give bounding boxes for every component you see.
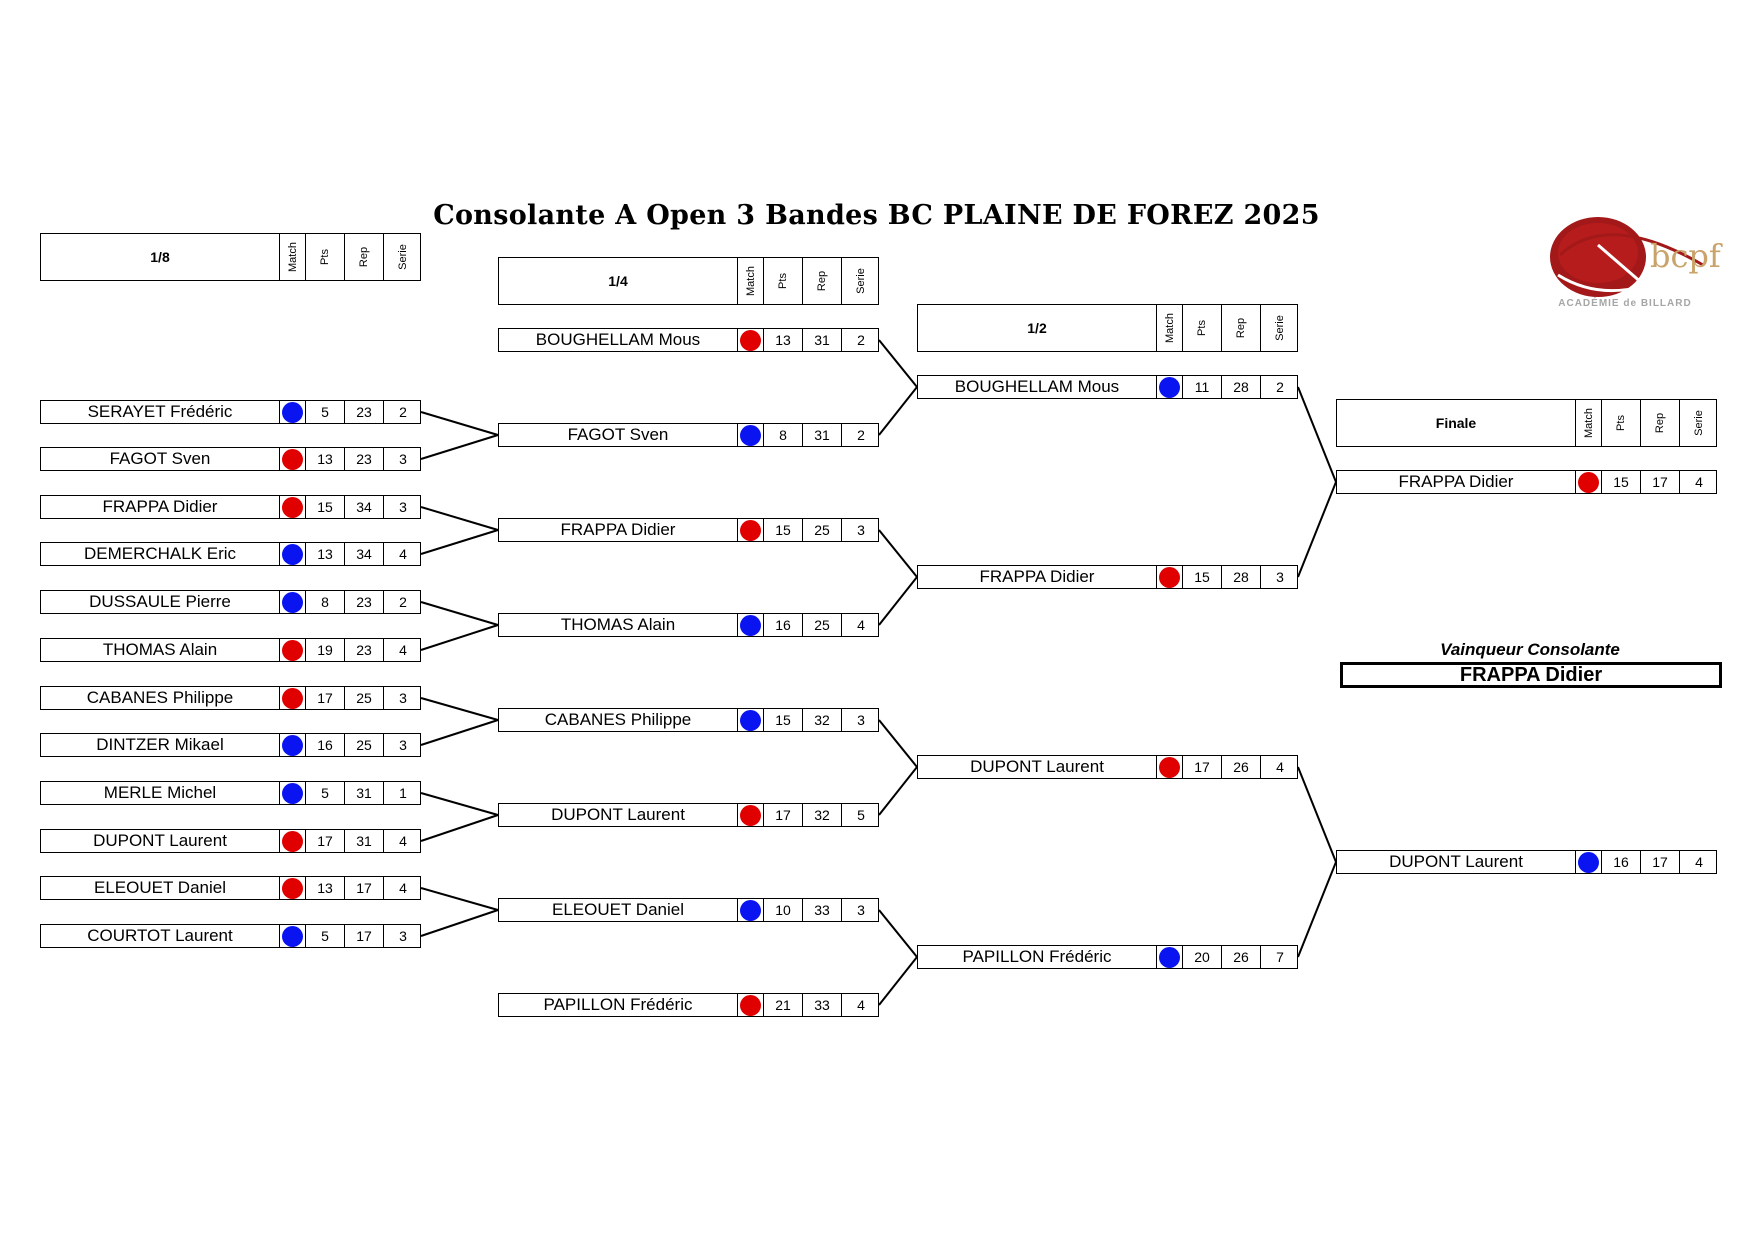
column-header-match: Match — [1575, 400, 1601, 446]
points-value: 16 — [763, 614, 802, 636]
connector-line — [1298, 387, 1336, 482]
blue-ball-icon — [740, 425, 761, 446]
player-name: THOMAS Alain — [102, 640, 218, 659]
match-ball — [1575, 471, 1601, 493]
points-value: 15 — [1182, 566, 1221, 588]
blue-ball-icon — [282, 402, 303, 423]
player-slot — [40, 400, 421, 424]
column-header-rep: Rep — [1221, 305, 1260, 351]
player-slot — [498, 613, 879, 637]
player-slot — [917, 945, 1298, 969]
serie-value: 3 — [1260, 566, 1299, 588]
connector-line — [879, 340, 917, 387]
connector-line — [421, 698, 498, 720]
match-ball — [737, 804, 763, 826]
serie-value: 4 — [383, 639, 422, 661]
connector-line — [421, 602, 498, 625]
connector-line — [1298, 482, 1336, 577]
serie-value: 4 — [383, 877, 422, 899]
serie-value: 4 — [1679, 471, 1718, 493]
player-name: SERAYET Frédéric — [87, 402, 233, 421]
connector-line — [879, 910, 917, 957]
red-ball-icon — [282, 497, 303, 518]
match-ball — [279, 687, 305, 709]
column-header-serie: Serie — [383, 234, 422, 280]
round-header-1-4 — [498, 257, 879, 305]
connector-line — [421, 507, 498, 530]
player-name: FRAPPA Didier — [560, 520, 676, 539]
points-value: 15 — [305, 496, 344, 518]
reprises-value: 32 — [802, 709, 841, 731]
reprises-value: 25 — [802, 614, 841, 636]
points-value: 13 — [305, 877, 344, 899]
serie-value: 4 — [383, 543, 422, 565]
round-label: 1/8 — [150, 249, 170, 265]
blue-ball-icon — [282, 783, 303, 804]
column-header-match: Match — [279, 234, 305, 280]
reprises-value: 28 — [1221, 376, 1260, 398]
player-slot — [917, 375, 1298, 399]
connector-line — [421, 720, 498, 745]
points-value: 5 — [305, 401, 344, 423]
player-slot — [498, 423, 879, 447]
match-ball — [279, 543, 305, 565]
points-value: 15 — [1601, 471, 1640, 493]
reprises-value: 32 — [802, 804, 841, 826]
blue-ball-icon — [282, 735, 303, 756]
points-value: 13 — [763, 329, 802, 351]
player-name: BOUGHELLAM Mous — [535, 330, 701, 349]
match-ball — [737, 709, 763, 731]
player-slot — [40, 638, 421, 662]
player-slot — [917, 565, 1298, 589]
player-slot — [498, 803, 879, 827]
player-slot — [498, 708, 879, 732]
reprises-value: 33 — [802, 899, 841, 921]
serie-value: 3 — [383, 734, 422, 756]
player-slot — [40, 495, 421, 519]
reprises-value: 34 — [344, 496, 383, 518]
player-name: FRAPPA Didier — [1398, 472, 1514, 491]
column-header-rep: Rep — [344, 234, 383, 280]
serie-value: 4 — [1260, 756, 1299, 778]
red-ball-icon — [282, 640, 303, 661]
player-name: THOMAS Alain — [560, 615, 676, 634]
connector-line — [879, 530, 917, 577]
round-header-finale — [1336, 399, 1717, 447]
red-ball-icon — [282, 878, 303, 899]
reprises-value: 17 — [344, 925, 383, 947]
player-name: DINTZER Mikael — [96, 735, 224, 754]
column-header-pts: Pts — [1601, 400, 1640, 446]
player-name: FRAPPA Didier — [979, 567, 1095, 586]
blue-ball-icon — [282, 592, 303, 613]
round-header-1-8 — [40, 233, 421, 281]
column-header-pts: Pts — [1182, 305, 1221, 351]
match-ball — [1156, 376, 1182, 398]
player-name: FRAPPA Didier — [102, 497, 218, 516]
logo-caption: ACADÉMIE de BILLARD — [1558, 298, 1692, 309]
match-ball — [737, 614, 763, 636]
points-value: 19 — [305, 639, 344, 661]
reprises-value: 33 — [802, 994, 841, 1016]
points-value: 21 — [763, 994, 802, 1016]
match-ball — [279, 639, 305, 661]
points-value: 15 — [763, 709, 802, 731]
connector-line — [1298, 862, 1336, 957]
points-value: 16 — [305, 734, 344, 756]
match-ball — [279, 448, 305, 470]
player-slot — [40, 829, 421, 853]
player-slot — [498, 328, 879, 352]
serie-value: 3 — [383, 925, 422, 947]
player-name: DUSSAULE Pierre — [89, 592, 231, 611]
player-slot — [1336, 470, 1717, 494]
reprises-value: 17 — [1640, 851, 1679, 873]
reprises-value: 31 — [802, 424, 841, 446]
reprises-value: 23 — [344, 639, 383, 661]
serie-value: 3 — [841, 709, 880, 731]
reprises-value: 23 — [344, 401, 383, 423]
blue-ball-icon — [282, 544, 303, 565]
reprises-value: 31 — [344, 830, 383, 852]
connector-line — [879, 577, 917, 625]
match-ball — [737, 519, 763, 541]
connector-line — [421, 815, 498, 841]
connector-line — [879, 957, 917, 1005]
match-ball — [279, 591, 305, 613]
connector-line — [421, 888, 498, 910]
serie-value: 3 — [383, 687, 422, 709]
points-value: 15 — [763, 519, 802, 541]
reprises-value: 28 — [1221, 566, 1260, 588]
logo-letters: bcpf — [1650, 237, 1721, 275]
player-slot — [40, 542, 421, 566]
connector-line — [879, 767, 917, 815]
winner-caption: Vainqueur Consolante — [1440, 640, 1620, 659]
column-header-match: Match — [1156, 305, 1182, 351]
points-value: 16 — [1601, 851, 1640, 873]
red-ball-icon — [282, 831, 303, 852]
blue-ball-icon — [740, 710, 761, 731]
player-slot — [40, 590, 421, 614]
serie-value: 2 — [383, 591, 422, 613]
points-value: 5 — [305, 782, 344, 804]
connector-line — [421, 793, 498, 815]
serie-value: 4 — [841, 614, 880, 636]
connector-line — [879, 387, 917, 435]
player-name: DUPONT Laurent — [970, 757, 1104, 776]
round-label: 1/4 — [608, 273, 628, 289]
match-ball — [279, 401, 305, 423]
points-value: 17 — [1182, 756, 1221, 778]
points-value: 13 — [305, 543, 344, 565]
serie-value: 2 — [383, 401, 422, 423]
serie-value: 3 — [841, 519, 880, 541]
points-value: 5 — [305, 925, 344, 947]
column-header-rep: Rep — [802, 258, 841, 304]
reprises-value: 31 — [344, 782, 383, 804]
red-ball-icon — [740, 330, 761, 351]
round-label: 1/2 — [1027, 320, 1047, 336]
reprises-value: 25 — [344, 687, 383, 709]
match-ball — [279, 877, 305, 899]
blue-ball-icon — [1159, 377, 1180, 398]
blue-ball-icon — [1578, 852, 1599, 873]
connector-line — [1298, 767, 1336, 862]
player-name: BOUGHELLAM Mous — [954, 377, 1120, 396]
connector-line — [421, 435, 498, 459]
blue-ball-icon — [282, 926, 303, 947]
red-ball-icon — [282, 688, 303, 709]
player-slot — [498, 518, 879, 542]
match-ball — [737, 424, 763, 446]
player-name: CABANES Philippe — [544, 710, 692, 729]
serie-value: 4 — [1679, 851, 1718, 873]
player-name: DUPONT Laurent — [93, 831, 227, 850]
points-value: 13 — [305, 448, 344, 470]
blue-ball-icon — [740, 900, 761, 921]
red-ball-icon — [282, 449, 303, 470]
points-value: 10 — [763, 899, 802, 921]
player-slot — [498, 993, 879, 1017]
match-ball — [737, 994, 763, 1016]
page-title: Consolante A Open 3 Bandes BC PLAINE DE FOREZ 2025 — [433, 200, 1320, 231]
points-value: 17 — [763, 804, 802, 826]
match-ball — [279, 925, 305, 947]
player-slot — [40, 686, 421, 710]
match-ball — [1156, 946, 1182, 968]
serie-value: 3 — [841, 899, 880, 921]
match-ball — [279, 830, 305, 852]
match-ball — [737, 329, 763, 351]
reprises-value: 31 — [802, 329, 841, 351]
column-header-serie: Serie — [1679, 400, 1718, 446]
player-slot — [1336, 850, 1717, 874]
match-ball — [737, 899, 763, 921]
connector-line — [879, 720, 917, 767]
match-ball — [279, 496, 305, 518]
serie-value: 5 — [841, 804, 880, 826]
player-name: DEMERCHALK Eric — [83, 544, 237, 563]
column-header-serie: Serie — [1260, 305, 1299, 351]
red-ball-icon — [740, 805, 761, 826]
winner-name: FRAPPA Didier — [1340, 662, 1722, 688]
match-ball — [279, 782, 305, 804]
reprises-value: 25 — [344, 734, 383, 756]
reprises-value: 23 — [344, 591, 383, 613]
player-name: PAPILLON Frédéric — [543, 995, 693, 1014]
match-ball — [279, 734, 305, 756]
player-slot — [498, 898, 879, 922]
connector-line — [421, 412, 498, 435]
serie-value: 4 — [841, 994, 880, 1016]
player-name: FAGOT Sven — [109, 449, 211, 468]
serie-value: 1 — [383, 782, 422, 804]
reprises-value: 34 — [344, 543, 383, 565]
points-value: 8 — [305, 591, 344, 613]
red-ball-icon — [740, 520, 761, 541]
red-ball-icon — [1159, 757, 1180, 778]
reprises-value: 26 — [1221, 946, 1260, 968]
match-ball — [1156, 566, 1182, 588]
red-ball-icon — [1578, 472, 1599, 493]
player-slot — [917, 755, 1298, 779]
player-name: DUPONT Laurent — [1389, 852, 1523, 871]
serie-value: 7 — [1260, 946, 1299, 968]
reprises-value: 25 — [802, 519, 841, 541]
serie-value: 2 — [1260, 376, 1299, 398]
connector-line — [421, 530, 498, 554]
player-slot — [40, 876, 421, 900]
blue-ball-icon — [740, 615, 761, 636]
serie-value: 4 — [383, 830, 422, 852]
player-slot — [40, 733, 421, 757]
column-header-pts: Pts — [305, 234, 344, 280]
points-value: 17 — [305, 830, 344, 852]
column-header-serie: Serie — [841, 258, 880, 304]
player-name: ELEOUET Daniel — [552, 900, 684, 919]
reprises-value: 17 — [1640, 471, 1679, 493]
reprises-value: 26 — [1221, 756, 1260, 778]
round-header-1-2 — [917, 304, 1298, 352]
connector-line — [421, 910, 498, 936]
red-ball-icon — [1159, 567, 1180, 588]
player-slot — [40, 924, 421, 948]
round-label: Finale — [1435, 415, 1477, 431]
points-value: 8 — [763, 424, 802, 446]
column-header-match: Match — [737, 258, 763, 304]
player-name: COURTOT Laurent — [87, 926, 233, 945]
points-value: 20 — [1182, 946, 1221, 968]
match-ball — [1575, 851, 1601, 873]
player-slot — [40, 447, 421, 471]
serie-value: 2 — [841, 424, 880, 446]
points-value: 11 — [1182, 376, 1221, 398]
player-name: CABANES Philippe — [86, 688, 234, 707]
serie-value: 3 — [383, 496, 422, 518]
player-name: MERLE Michel — [103, 783, 217, 802]
column-header-rep: Rep — [1640, 400, 1679, 446]
player-name: ELEOUET Daniel — [94, 878, 226, 897]
reprises-value: 23 — [344, 448, 383, 470]
player-name: DUPONT Laurent — [551, 805, 685, 824]
player-name: PAPILLON Frédéric — [962, 947, 1112, 966]
red-ball-icon — [740, 995, 761, 1016]
column-header-pts: Pts — [763, 258, 802, 304]
match-ball — [1156, 756, 1182, 778]
reprises-value: 17 — [344, 877, 383, 899]
points-value: 17 — [305, 687, 344, 709]
serie-value: 2 — [841, 329, 880, 351]
blue-ball-icon — [1159, 947, 1180, 968]
serie-value: 3 — [383, 448, 422, 470]
player-slot — [40, 781, 421, 805]
player-name: FAGOT Sven — [567, 425, 669, 444]
connector-line — [421, 625, 498, 650]
